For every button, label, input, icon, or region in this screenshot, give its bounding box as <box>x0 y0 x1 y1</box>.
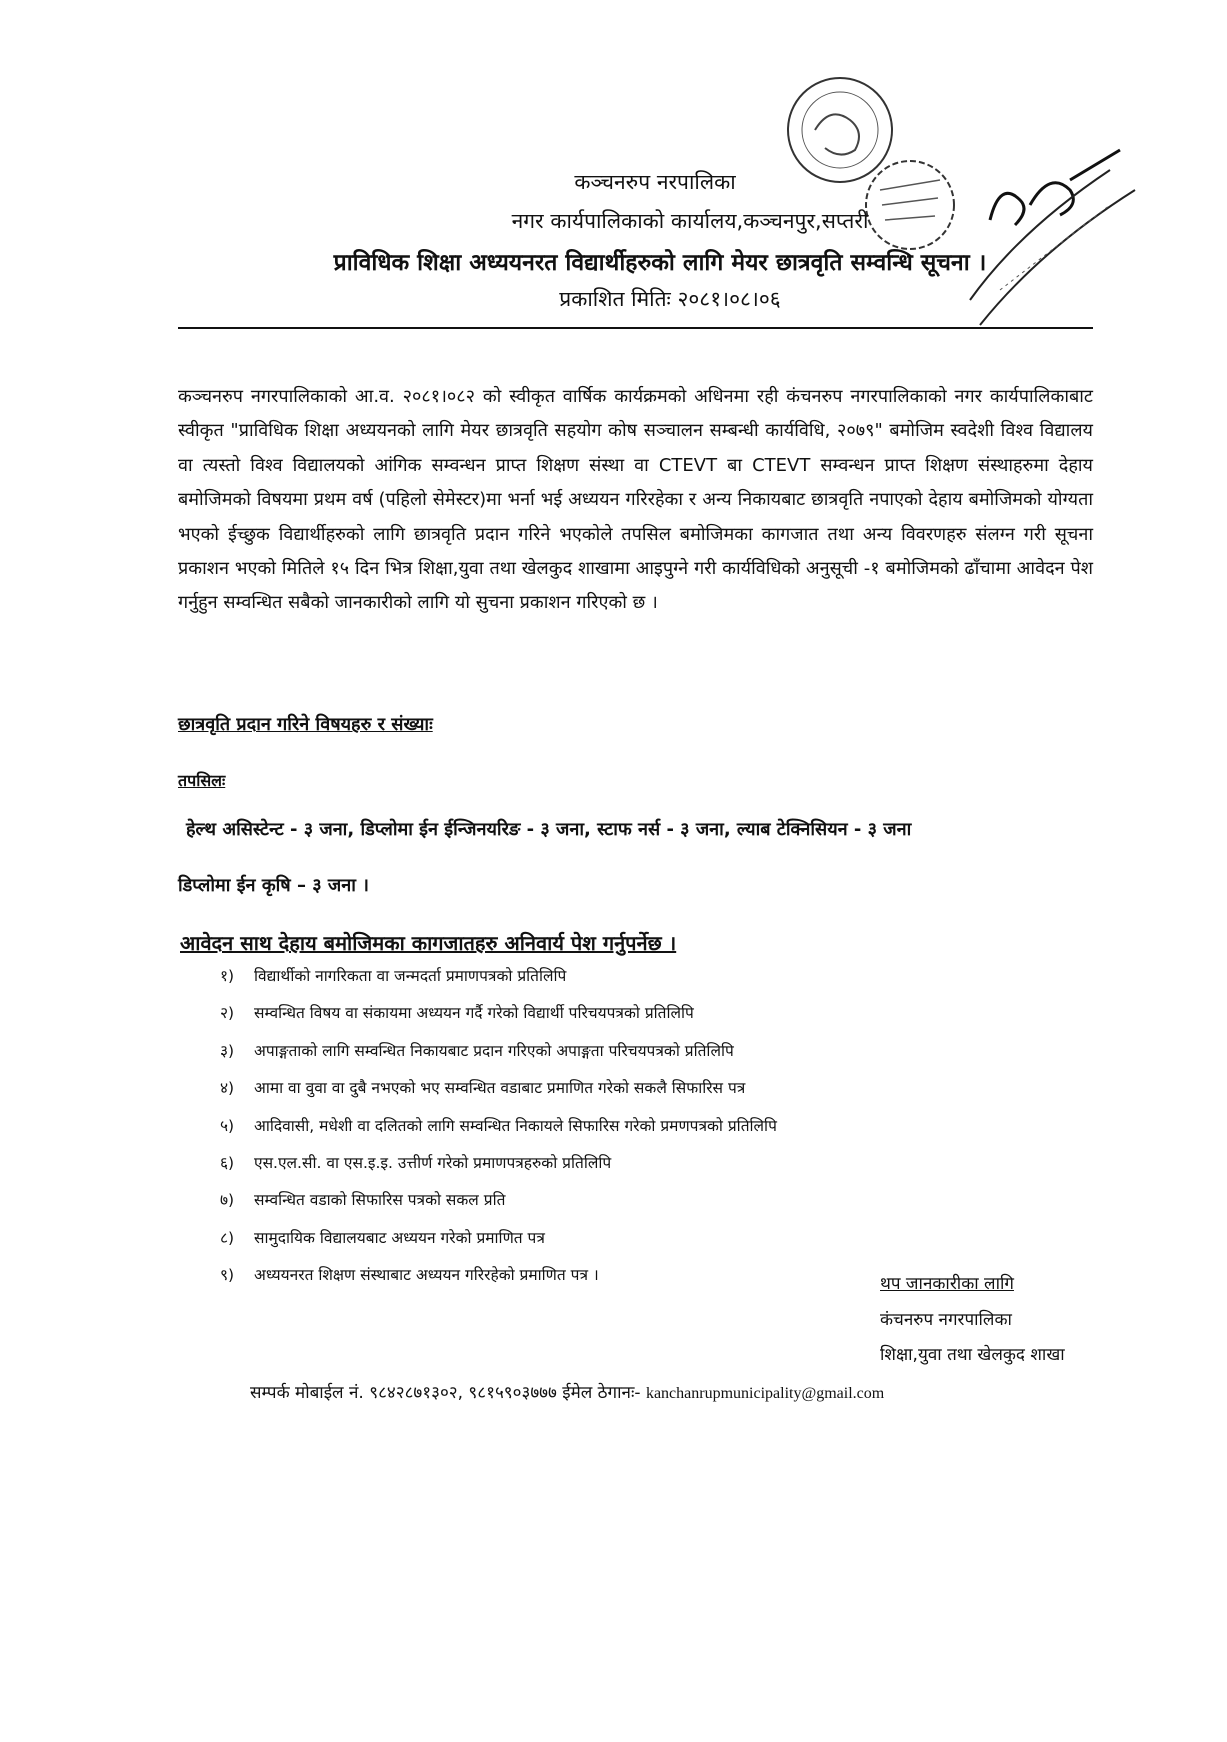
list-item-text: सम्वन्धित विषय वा संकायमा अध्ययन गर्दै गरेको विद्यार्थी परिचयपत्रको प्रतिलिपि <box>254 1004 694 1023</box>
list-item <box>220 1033 1020 1070</box>
list-item-number: १) <box>220 967 235 985</box>
list-item-number: ६) <box>220 1153 235 1172</box>
list-item-text: अपाङ्गताको लागि सम्वन्धित निकायबाट प्रदान गरिएको अपाङ्गता परिचयपत्रको प्रतिलिपि <box>254 1041 734 1060</box>
list-item-number: ९) <box>220 1266 235 1285</box>
list-item-text: सम्वन्धित वडाको सिफारिस पत्रको सकल प्रति <box>254 1191 506 1210</box>
list-item <box>220 1070 1020 1107</box>
list-item-number: २) <box>220 1004 235 1023</box>
list-item-number: ४) <box>220 1079 235 1098</box>
signature-line-3: शिक्षा,युवा तथा खेलकुद शाखा <box>880 1345 1065 1365</box>
list-item <box>220 1108 1020 1145</box>
contact-text: सम्पर्क मोबाईल नं. ९८४२८७१३०२, ९८१५९०३७७७ ईमेल ठेगानः- <box>250 1383 646 1403</box>
signature-line-2: कंचनरुप नगरपालिका <box>880 1309 1012 1330</box>
list-item-text: अध्ययनरत शिक्षण संस्थाबाट अध्ययन गरिरहेको प्रमाणित पत्र । <box>254 1266 599 1285</box>
list-item-text: आदिवासी, मधेशी वा दलितको लागि सम्वन्धित निकायले सिफारिस गरेको प्रमणपत्रको प्रतिलिपि <box>254 1116 777 1135</box>
list-item <box>220 1220 1020 1257</box>
subjects-heading: छात्रवृति प्रदान गरिने विषयहरु र संख्याः <box>178 714 433 735</box>
municipality-name: कञ्चनरुप नरपालिका <box>574 170 736 194</box>
list-item-number: ७) <box>220 1191 235 1210</box>
list-item-text: विद्यार्थीको नागरिकता वा जन्मदर्ता प्रमाणपत्रको प्रतिलिपि <box>254 967 567 985</box>
details-heading: तपसिलः <box>178 771 226 790</box>
subjects-line-1: हेल्थ असिस्टेन्ट - ३ जना, डिप्लोमा ईन ईन्जिनयरिङ - ३ जना, स्टाफ नर्स - ३ जना, ल्याब टेक्निसियन - ३ जना <box>186 819 912 840</box>
office-address: नगर कार्यपालिकाको कार्यालय,कञ्चनपुर,सप्तरी <box>511 209 869 233</box>
list-item-text: सामुदायिक विद्यालयबाट अध्ययन गरेको प्रमाणित पत्र <box>254 1228 545 1247</box>
list-item <box>220 1182 1020 1219</box>
list-item-number: ३) <box>220 1041 235 1060</box>
notice-title: प्राविधिक शिक्षा अध्ययनरत विद्यार्थीहरुको लागि मेयर छात्रवृति सम्वन्धि सूचना । <box>333 250 987 276</box>
signature-block <box>880 1267 1065 1374</box>
subjects-line-2: डिप्लोमा ईन कृषि – ३ जना । <box>178 875 369 896</box>
header-divider <box>178 327 1093 329</box>
notice-paragraph: कञ्चनरुप नगरपालिकाको आ.व. २०८१।०८२ को स्वीकृत वार्षिक कार्यक्रमको अधिनमा रही कंचनरुप नगरपालिकाको नगर कार्यपालिकाबाट स्वीकृत "प्राविधिक शिक्षा अध्ययनको लागि मेयर छात्रवृति सहयोग कोष सञ्चालन सम्बन्धी कार्यविधि, २०७९" बमोजिम स्वदेशी विश्व विद्यालय वा त्यस्तो विश्व विद्यालयको आंगिक सम्वन्धन प्राप्त शिक्षण संस्था वा CTEVT बा CTEVT सम्वन्धन प्राप्त शिक्षण संस्थाहरुमा देहाय बमोजिमको विषयमा प्रथम वर्ष (पहिलो सेमेस्टर)मा भर्ना भई अध्ययन गरिरहेका र अन्य निकायबाट छात्रवृति नपाएको देहाय बमोजिमको योग्यता भएको ईच्छुक विद्यार्थीहरुको लागि छात्रवृति प्रदान गरिने भएकोले तपसिल बमोजिमका कागजात तथा अन्य विवरणहरु संलग्न गरी सूचना प्रकाशन भएको मितिले १५ दिन भित्र शिक्षा,युवा तथा खेलकुद शाखामा आइपुग्ने गरी कार्यविधिको अनुसूची -१ बमोजिमको ढाँचामा आवेदन पेश गर्नुहुन सम्वन्धित सबैको जानकारीको लागि यो सुचना प्रकाशन गरिएको छ । <box>178 386 1093 614</box>
published-date: प्रकाशित मितिः २०८१।०८।०६ <box>559 287 781 311</box>
list-item-number: ५) <box>220 1116 235 1135</box>
documents-heading: आवेदन साथ देहाय बमोजिमका कागजातहरु अनिवार्य पेश गर्नुपर्नेछ । <box>180 931 677 955</box>
contact-email: kanchanrupmunicipality@gmail.com <box>645 1385 885 1402</box>
list-item <box>220 958 1020 995</box>
list-item-number: ८) <box>220 1228 235 1247</box>
list-item-text: आमा वा वुवा वा दुबै नभएको भए सम्वन्धित वडाबाट प्रमाणित गरेको सकलै सिफारिस पत्र <box>254 1079 746 1098</box>
signature-line-1: थप जानकारीका लागि <box>880 1274 1014 1294</box>
contact-line <box>250 1380 884 1403</box>
officer-signature-stamp <box>960 110 1140 340</box>
list-item-text: एस.एल.सी. वा एस.इ.इ. उत्तीर्ण गरेको प्रमाणपत्रहरुको प्रतिलिपि <box>254 1153 612 1172</box>
list-item <box>220 995 1020 1032</box>
documents-list <box>220 958 1020 1295</box>
list-item <box>220 1145 1020 1182</box>
